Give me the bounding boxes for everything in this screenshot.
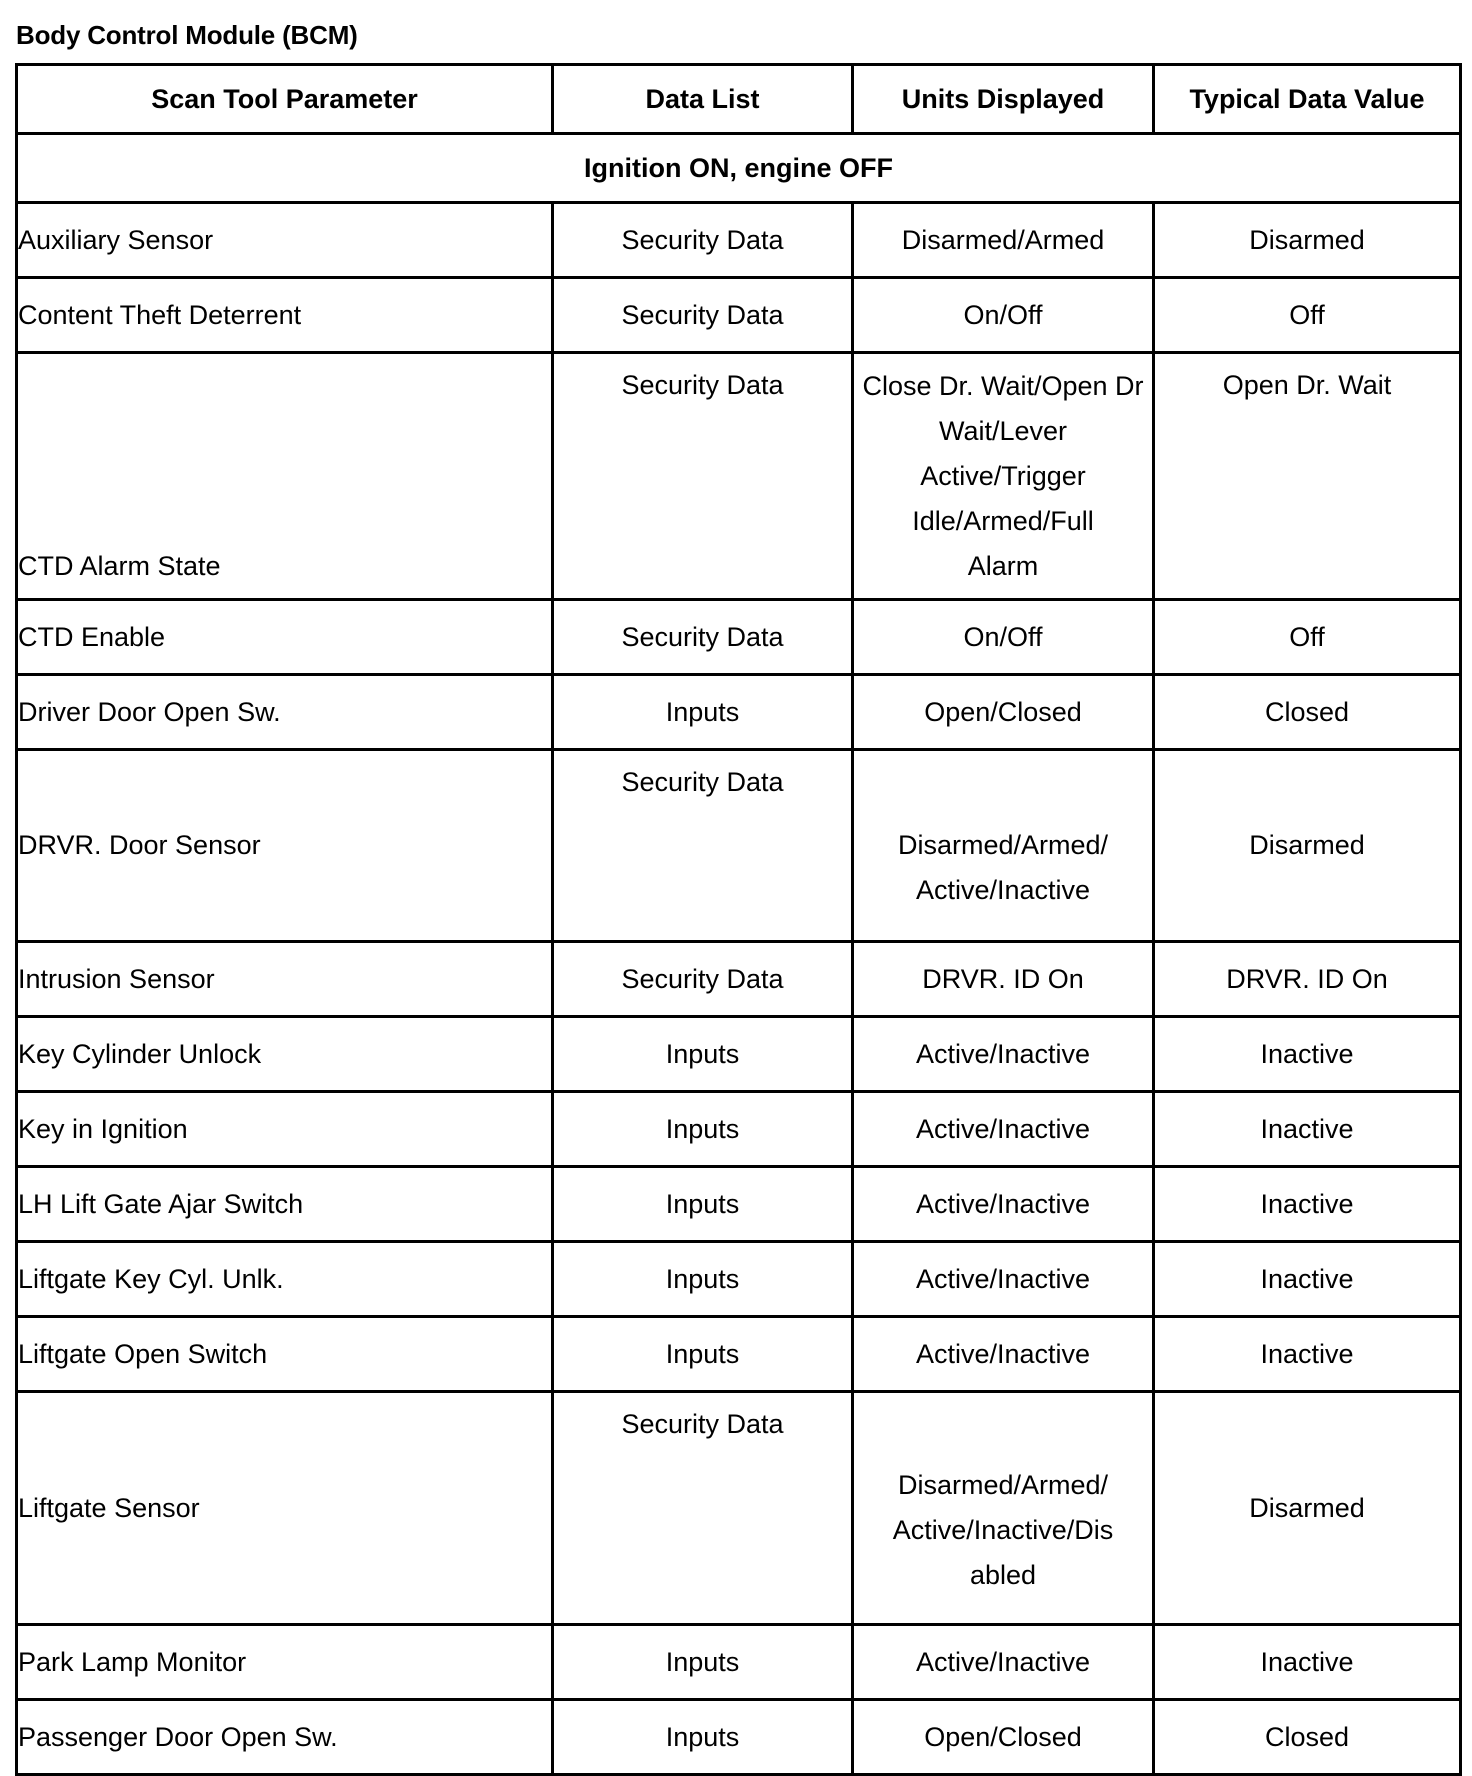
table-row <box>17 942 1461 1017</box>
cell-parameter: Intrusion Sensor <box>17 942 553 1017</box>
cell-typical-value: Open Dr. Wait <box>1154 353 1461 600</box>
table-row <box>17 750 1461 942</box>
units-text <box>916 1032 1090 1077</box>
cell-data-list: Inputs <box>553 1167 853 1242</box>
cell-units <box>853 278 1154 353</box>
cell-units <box>853 1167 1154 1242</box>
units-line: Active/Inactive <box>915 1188 1091 1219</box>
units-line: Disarmed/Armed/ <box>897 829 1109 860</box>
cell-data-list: Security Data <box>553 942 853 1017</box>
units-text <box>893 1463 1114 1598</box>
cell-parameter: Passenger Door Open Sw. <box>17 1700 553 1775</box>
cell-typical-value: Inactive <box>1154 1167 1461 1242</box>
cell-units <box>853 942 1154 1017</box>
units-text <box>963 293 1042 338</box>
units-line: Open/Closed <box>924 1721 1082 1752</box>
units-line: Active/Inactive <box>915 1338 1091 1369</box>
table-row <box>17 1625 1461 1700</box>
units-text <box>963 615 1042 660</box>
cell-parameter: Liftgate Key Cyl. Unlk. <box>17 1242 553 1317</box>
cell-parameter: CTD Alarm State <box>17 353 553 600</box>
section-row <box>17 134 1461 203</box>
cell-units <box>853 750 1154 942</box>
table-row <box>17 1167 1461 1242</box>
cell-units <box>853 1242 1154 1317</box>
table-row <box>17 1092 1461 1167</box>
units-line: Open/Closed <box>924 696 1082 727</box>
cell-data-list: Inputs <box>553 1625 853 1700</box>
units-text <box>916 1257 1090 1302</box>
units-text <box>916 1640 1090 1685</box>
column-header-data-list: Data List <box>553 65 853 134</box>
units-line: On/Off <box>963 621 1043 652</box>
units-text <box>922 957 1084 1002</box>
table-header-row <box>17 65 1461 134</box>
cell-parameter: LH Lift Gate Ajar Switch <box>17 1167 553 1242</box>
cell-typical-value: Inactive <box>1154 1092 1461 1167</box>
cell-parameter: DRVR. Door Sensor <box>17 750 553 942</box>
cell-data-list: Inputs <box>553 1242 853 1317</box>
cell-data-list: Security Data <box>553 278 853 353</box>
units-line: Active/Inactive <box>915 874 1091 905</box>
table-row <box>17 600 1461 675</box>
units-text <box>862 364 1143 589</box>
cell-typical-value: Inactive <box>1154 1242 1461 1317</box>
cell-typical-value: Disarmed <box>1154 1392 1461 1625</box>
units-text <box>924 1715 1082 1760</box>
table-row <box>17 203 1461 278</box>
units-line: Disarmed/Armed/ <box>897 1469 1109 1500</box>
units-line: Alarm <box>967 551 1039 581</box>
cell-units <box>853 1017 1154 1092</box>
cell-units <box>853 1392 1154 1625</box>
column-header-parameter: Scan Tool Parameter <box>17 65 553 134</box>
cell-typical-value: Disarmed <box>1154 203 1461 278</box>
cell-units <box>853 1625 1154 1700</box>
cell-data-list: Security Data <box>553 1392 853 1625</box>
cell-data-list: Inputs <box>553 1017 853 1092</box>
units-line: Active/Inactive <box>915 1646 1091 1677</box>
cell-data-list: Security Data <box>553 750 853 942</box>
cell-typical-value: Inactive <box>1154 1625 1461 1700</box>
document-title: Body Control Module (BCM) <box>16 20 358 50</box>
cell-data-list: Inputs <box>553 675 853 750</box>
cell-typical-value: Inactive <box>1154 1017 1461 1092</box>
cell-parameter: Key Cylinder Unlock <box>17 1017 553 1092</box>
cell-parameter: Liftgate Sensor <box>17 1392 553 1625</box>
cell-parameter: Liftgate Open Switch <box>17 1317 553 1392</box>
cell-parameter: Driver Door Open Sw. <box>17 675 553 750</box>
units-line: Active/Trigger <box>920 461 1086 491</box>
cell-parameter: CTD Enable <box>17 600 553 675</box>
cell-units <box>853 203 1154 278</box>
cell-data-list: Inputs <box>553 1092 853 1167</box>
units-line: Active/Inactive <box>915 1038 1091 1069</box>
cell-parameter: Park Lamp Monitor <box>17 1625 553 1700</box>
units-line: Active/Inactive <box>915 1263 1091 1294</box>
table-row <box>17 1017 1461 1092</box>
units-line: Idle/Armed/Full <box>912 506 1094 536</box>
cell-parameter: Content Theft Deterrent <box>17 278 553 353</box>
table-row <box>17 353 1461 600</box>
units-line: Close Dr. Wait/Open Dr <box>862 371 1144 401</box>
cell-parameter: Key in Ignition <box>17 1092 553 1167</box>
column-header-units: Units Displayed <box>853 65 1154 134</box>
cell-typical-value: Off <box>1154 278 1461 353</box>
units-text <box>916 1182 1090 1227</box>
units-text <box>916 1332 1090 1377</box>
units-text <box>924 690 1082 735</box>
table-row <box>17 1700 1461 1775</box>
units-text <box>898 823 1108 913</box>
column-header-typical-value: Typical Data Value <box>1154 65 1461 134</box>
bcm-parameter-table <box>15 63 1462 1776</box>
cell-typical-value: Off <box>1154 600 1461 675</box>
cell-units <box>853 600 1154 675</box>
cell-units <box>853 1700 1154 1775</box>
units-text <box>916 1107 1090 1152</box>
units-line: DRVR. ID On <box>922 963 1084 994</box>
cell-data-list: Security Data <box>553 600 853 675</box>
cell-units <box>853 675 1154 750</box>
cell-parameter: Auxiliary Sensor <box>17 203 553 278</box>
cell-data-list: Security Data <box>553 353 853 600</box>
units-line: On/Off <box>963 299 1043 330</box>
units-line: Active/Inactive/Dis <box>892 1514 1114 1545</box>
table-row <box>17 1392 1461 1625</box>
cell-typical-value: Closed <box>1154 675 1461 750</box>
cell-data-list: Inputs <box>553 1317 853 1392</box>
units-line: Active/Inactive <box>915 1113 1091 1144</box>
cell-typical-value: DRVR. ID On <box>1154 942 1461 1017</box>
section-label: Ignition ON, engine OFF <box>17 134 1461 203</box>
table-row <box>17 1317 1461 1392</box>
units-line: Wait/Lever <box>938 416 1068 446</box>
units-line: abled <box>969 1559 1037 1590</box>
cell-typical-value: Closed <box>1154 1700 1461 1775</box>
units-line: Disarmed/Armed <box>901 224 1105 255</box>
table-row <box>17 675 1461 750</box>
cell-data-list: Inputs <box>553 1700 853 1775</box>
cell-units <box>853 1317 1154 1392</box>
cell-typical-value: Inactive <box>1154 1317 1461 1392</box>
table-row <box>17 1242 1461 1317</box>
units-text <box>902 218 1105 263</box>
cell-typical-value: Disarmed <box>1154 750 1461 942</box>
cell-units <box>853 353 1154 600</box>
cell-units <box>853 1092 1154 1167</box>
cell-data-list: Security Data <box>553 203 853 278</box>
table-row <box>17 278 1461 353</box>
